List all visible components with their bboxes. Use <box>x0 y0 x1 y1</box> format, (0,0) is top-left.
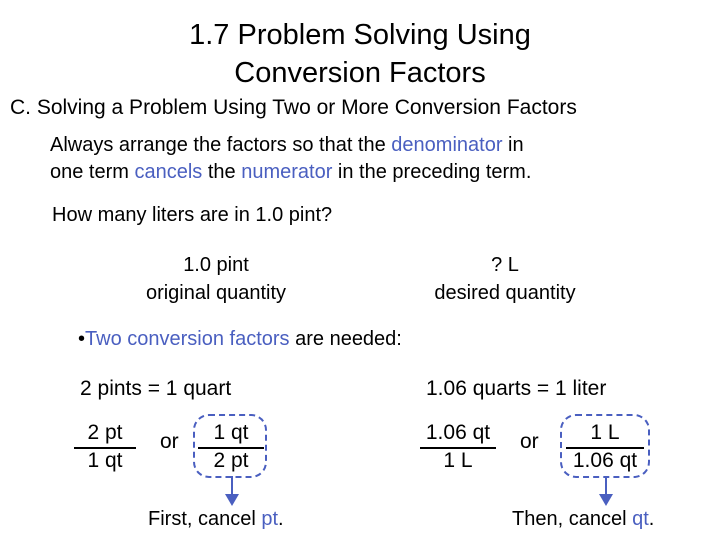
rule-text: in <box>502 134 524 156</box>
factor-2pt-per-1qt <box>74 421 136 473</box>
cancel-highlight-pt <box>193 414 267 478</box>
fraction-denominator: 1.06 qt <box>572 449 638 472</box>
or-label: or <box>160 430 179 453</box>
equality-quarts-liter: 1.06 quarts = 1 liter <box>426 377 607 400</box>
note-end: . <box>278 508 284 530</box>
bullet-highlight: Two conversion factors <box>85 328 290 350</box>
fraction-numerator: 1.06 qt <box>425 421 491 444</box>
arrow-down-icon <box>594 476 618 508</box>
arrow-down-icon <box>220 476 244 508</box>
cancel-highlight-qt <box>560 414 650 478</box>
rule-line-1 <box>50 132 524 159</box>
bullet-text: are needed: <box>289 328 402 350</box>
note-first-cancel <box>148 508 284 531</box>
given-label: original quantity <box>145 282 287 304</box>
given-quantity <box>100 251 332 307</box>
note-unit: pt <box>261 508 279 530</box>
rule-keyword-cancels: cancels <box>134 161 203 183</box>
factor-106qt-per-1L <box>420 421 496 473</box>
note-text: First, cancel <box>148 508 262 530</box>
fraction-denominator: 1 L <box>443 449 473 472</box>
rule-text: one term <box>50 161 135 183</box>
rule-text: Always arrange the factors so that the <box>50 134 392 156</box>
fraction-numerator: 2 pt <box>87 421 123 444</box>
note-text: Then, cancel <box>512 508 633 530</box>
rule-line-2 <box>50 159 531 186</box>
note-end: . <box>648 508 655 530</box>
page-title-line-2: Conversion Factors <box>234 57 486 89</box>
rule-text: the <box>202 161 242 183</box>
note-unit: qt <box>632 508 649 530</box>
rule-text: in the preceding term. <box>332 161 532 183</box>
rule-keyword-numerator: numerator <box>241 161 333 183</box>
fraction-denominator: 2 pt <box>213 449 249 472</box>
desired-label: desired quantity <box>434 282 576 304</box>
fraction-numerator: 1 L <box>590 421 620 444</box>
rule-keyword-denominator: denominator <box>391 134 503 156</box>
fraction-numerator: 1 qt <box>213 421 249 444</box>
page-title-line-1: 1.7 Problem Solving Using <box>189 19 531 51</box>
desired-value: ? L <box>491 254 519 276</box>
fraction-denominator: 1 qt <box>87 449 123 472</box>
question-text: How many liters are in 1.0 pint? <box>52 204 333 226</box>
bullet-item <box>78 328 402 351</box>
given-value: 1.0 pint <box>183 254 249 276</box>
note-then-cancel <box>512 508 654 531</box>
desired-quantity <box>400 251 610 307</box>
equality-pints-quart: 2 pints = 1 quart <box>80 377 232 400</box>
bullet-dot: • <box>78 328 86 350</box>
section-heading: C. Solving a Problem Using Two or More Conversion Factors <box>10 96 577 119</box>
or-label: or <box>520 430 539 453</box>
